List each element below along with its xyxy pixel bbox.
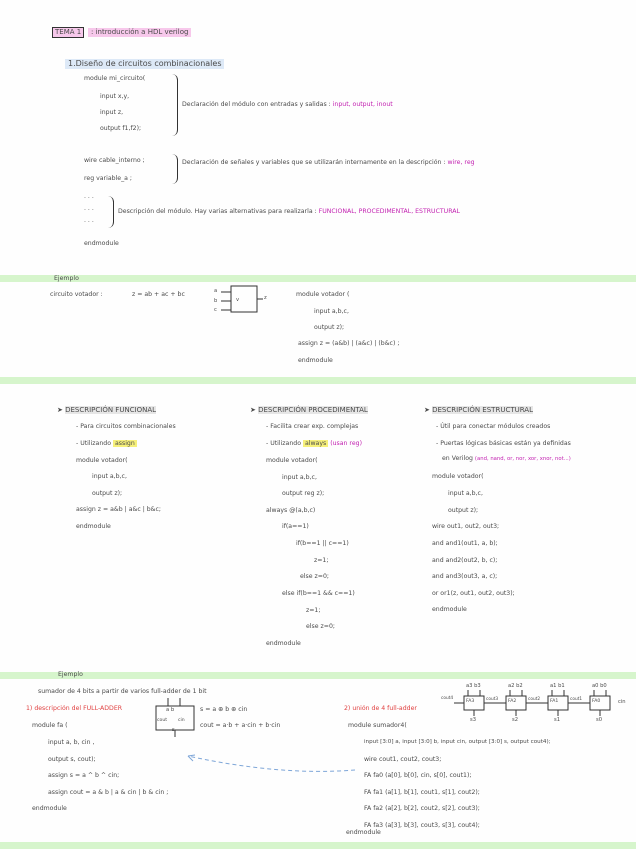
description-text: Declaración del módulo con entradas y salidas : input, output, inout — [182, 101, 393, 108]
code-line: always @(a,b,c) — [266, 507, 316, 514]
gate-output: z — [264, 295, 267, 301]
chain-input: a1 b1 — [550, 683, 565, 689]
code-line: assign z = (a&b) | (a&c) | (b&c) ; — [298, 340, 400, 347]
code-line: and and3(out3, a, c); — [432, 573, 498, 580]
code-line: reg variable_a ; — [84, 175, 133, 182]
equation: cout = a·b + a·cin + b·cin — [200, 722, 281, 729]
code-line: wire cable_interno ; — [84, 157, 145, 164]
chain-block: FA2 — [508, 699, 517, 704]
gate-name: v — [236, 297, 240, 303]
curly-brace — [172, 154, 178, 184]
divider-band — [0, 672, 636, 679]
chain-carry: cout2 — [528, 697, 541, 702]
example-label: Ejemplo — [54, 275, 79, 282]
code-line: endmodule — [298, 357, 333, 364]
code-line: input z, — [100, 109, 124, 116]
chain-input: a0 b0 — [592, 683, 607, 689]
chain-carry: cout4 — [441, 696, 454, 701]
chain-sum: s3 — [470, 717, 477, 723]
dashed-arrow — [180, 748, 360, 778]
chain-block: FA0 — [592, 699, 601, 704]
code-line: assign s = a ^ b ^ cin; — [48, 772, 120, 779]
code-line: input [3:0] a, input [3:0] b, input cin, output [3:0] s, output cout4); — [364, 739, 551, 745]
funcional-title: ➤ DESCRIPCIÓN FUNCIONAL — [57, 406, 157, 414]
tema-title: : introducción a HDL verilog — [88, 28, 191, 37]
bullet: - Puertas lógicas básicas están ya definidas — [436, 440, 571, 447]
code-line: and and1(out1, a, b); — [432, 540, 498, 547]
circuit-label: circuito votador : — [50, 291, 103, 298]
code-line: input a,b,c, — [448, 490, 483, 497]
code-line: wire cout1, cout2, cout3; — [364, 756, 442, 763]
code-line: output z); — [448, 507, 479, 514]
curly-brace — [172, 74, 178, 136]
description-text: Descripción del módulo. Hay varias alternativas para realizarla : FUNCIONAL, PROCEDIMENTAL, ESTRUCTURAL — [118, 208, 460, 215]
code-line: module votador( — [266, 457, 318, 464]
code-line: output z); — [314, 324, 345, 331]
chain-block: FA3 — [466, 699, 475, 704]
fa-sum: s — [172, 727, 175, 733]
code-line: assign z = a&b | a&c | b&c; — [76, 506, 161, 513]
subsection-title: 2) unión de 4 full-adder — [344, 705, 417, 712]
code-line: FA fa3 (a[3], b[3], cout3, s[3], cout4); — [364, 822, 480, 829]
description-text: Declaración de señales y variables que se utilizarán internamente en la descripción : wire, reg — [182, 159, 475, 166]
chain-sum: s2 — [512, 717, 519, 723]
divider-band — [0, 377, 636, 384]
code-line: endmodule — [76, 523, 111, 530]
gate-input: c — [214, 307, 217, 313]
code-line: module fa ( — [32, 722, 68, 729]
chain-block: FA1 — [550, 699, 559, 704]
code-line: z=1; — [306, 607, 321, 614]
code-line: FA fa0 (a[0], b[0], cin, s[0], cout1); — [364, 772, 472, 779]
code-line: if(a==1) — [282, 523, 309, 530]
gate-input: a — [214, 288, 218, 294]
equation: s = a ⊕ b ⊕ cin — [200, 706, 248, 713]
code-line: else z=0; — [306, 623, 335, 630]
code-line: input a,b,c, — [282, 474, 317, 481]
code-line: else if(b==1 && c==1) — [282, 590, 355, 597]
code-line: FA fa1 (a[1], b[1], cout1, s[1], cout2); — [364, 789, 480, 796]
chain-input: a3 b3 — [466, 683, 481, 689]
code-line: module votador ( — [296, 291, 350, 298]
code-line: z=1; — [314, 557, 329, 564]
code-line: input a,b,c, — [92, 473, 127, 480]
subsection-title: 1) descripción del FULL-ADDER — [26, 705, 123, 712]
dots: · · · — [84, 207, 94, 214]
code-line: module votador( — [76, 457, 128, 464]
code-line: module sumador4( — [348, 722, 407, 729]
code-line: endmodule — [84, 240, 119, 247]
code-line: output z); — [92, 490, 123, 497]
section-1-title: 1.Diseño de circuitos combinacionales — [65, 59, 224, 69]
code-line: endmodule — [432, 606, 467, 613]
curly-brace — [108, 196, 114, 228]
bullet: en Verilog (and, nand, or, nor, xor, xnor, not...) — [442, 455, 571, 462]
chain-cin: cin — [618, 699, 626, 705]
gate-input: b — [214, 298, 218, 304]
code-line: endmodule — [32, 805, 67, 812]
code-line: and and2(out2, b, c); — [432, 557, 498, 564]
dots: · · · — [84, 195, 94, 202]
code-line: input a,b,c, — [314, 308, 349, 315]
bullet: - Facilita crear exp. complejas — [266, 423, 359, 430]
bullet: - Para circuitos combinacionales — [76, 423, 176, 430]
code-line: module votador( — [432, 473, 484, 480]
votador-gate-diagram — [218, 284, 270, 316]
formula: z = ab + ac + bc — [132, 291, 185, 298]
code-line: assign cout = a & b | a & cin | b & cin ; — [48, 789, 169, 796]
fa-inputs: a b — [166, 707, 175, 713]
estructural-title: ➤ DESCRIPCIÓN ESTRUCTURAL — [424, 406, 533, 414]
code-line: endmodule — [266, 640, 301, 647]
fa-cin: cin — [178, 718, 185, 723]
code-line: or or1(z, out1, out2, out3); — [432, 590, 515, 597]
code-line: output reg z); — [282, 490, 325, 497]
chain-sum: s1 — [554, 717, 561, 723]
example-intro: sumador de 4 bits a partir de varios full-adder de 1 bit — [38, 688, 207, 695]
chain-input: a2 b2 — [508, 683, 523, 689]
chain-carry: cout1 — [570, 697, 583, 702]
tema-label: TEMA 1 — [52, 27, 84, 38]
bullet: - Útil para conectar módulos creados — [436, 423, 551, 430]
code-line: output f1,f2); — [100, 125, 142, 132]
bullet: - Utilizando assign — [76, 440, 135, 447]
code-line: wire out1, out2, out3; — [432, 523, 500, 530]
example-label: Ejemplo — [58, 671, 83, 678]
code-line: input x,y, — [100, 93, 130, 100]
chain-sum: s0 — [596, 717, 603, 723]
chain-carry: cout3 — [486, 697, 499, 702]
code-line: endmodule — [346, 829, 381, 836]
code-line: else z=0; — [300, 573, 329, 580]
procedimental-title: ➤ DESCRIPCIÓN PROCEDIMENTAL — [250, 406, 368, 414]
code-line: FA fa2 (a[2], b[2], cout2, s[2], cout3); — [364, 805, 480, 812]
fa-cout: cout — [157, 718, 168, 723]
code-line: if(b==1 || c==1) — [296, 540, 349, 547]
code-line: module mi_circuito( — [84, 75, 146, 82]
bullet: - Utilizando always (usan reg) — [266, 440, 362, 447]
code-line: output s, cout); — [48, 756, 96, 763]
dots: · · · — [84, 219, 94, 226]
divider-band — [0, 275, 636, 282]
code-line: input a, b, cin , — [48, 739, 95, 746]
